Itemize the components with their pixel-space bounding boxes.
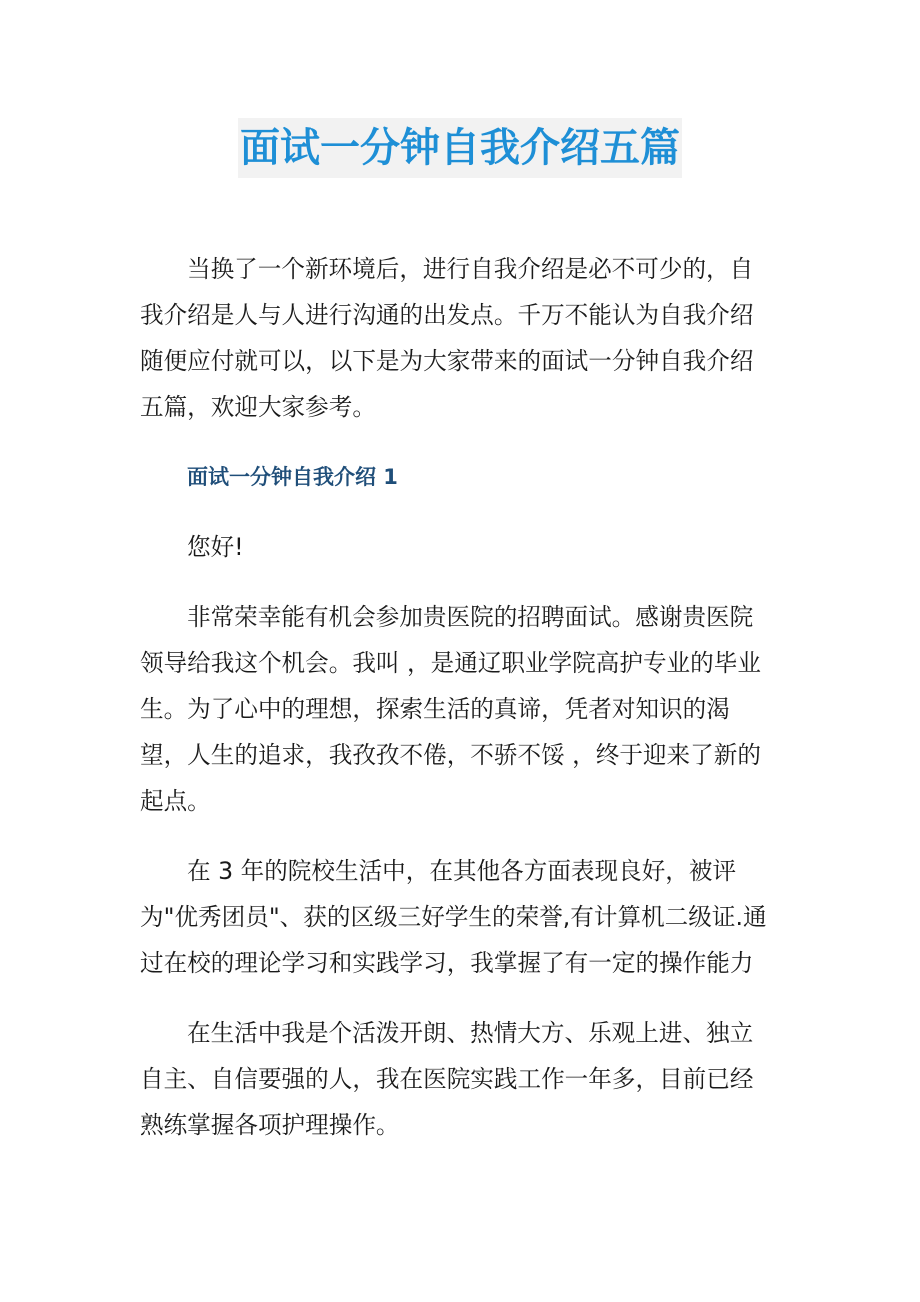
document-title: 面试一分钟自我介绍五篇 [238, 118, 682, 178]
body-paragraph-3: 在生活中我是个活泼开朗、热情大方、乐观上进、独立自主、自信要强的人，我在医院实践工作一年多，目前已经熟练掌握各项护理操作。 [140, 1019, 754, 1139]
intro-paragraph: 当换了一个新环境后，进行自我介绍是必不可少的，自我介绍是人与人进行沟通的出发点。千万不能认为自我介绍随便应付就可以，以下是为大家带来的面试一分钟自我介绍五篇，欢迎大家参考。 [140, 255, 754, 421]
section-heading-1: 面试一分钟自我介绍 1 [187, 465, 398, 489]
greeting-paragraph: 您好! [187, 533, 244, 561]
document-body [140, 246, 776, 1172]
title-wrap [0, 118, 920, 178]
body-paragraph-1: 非常荣幸能有机会参加贵医院的招聘面试。感谢贵医院领导给我这个机会。我叫 ，是通辽职业学院高护专业的毕业生。为了心中的理想，探索生活的真谛，凭者对知识的渴望，人生的追求，我孜孜不倦，不骄不馁 ，终于迎来了新的起点。 [140, 603, 761, 815]
body-paragraph-2: 在 3 年的院校生活中，在其他各方面表现良好，被评为"优秀团员"、获的区级三好学生的荣誉,有计算机二级证.通过在校的理论学习和实践学习，我掌握了有一定的操作能力 [140, 857, 767, 977]
